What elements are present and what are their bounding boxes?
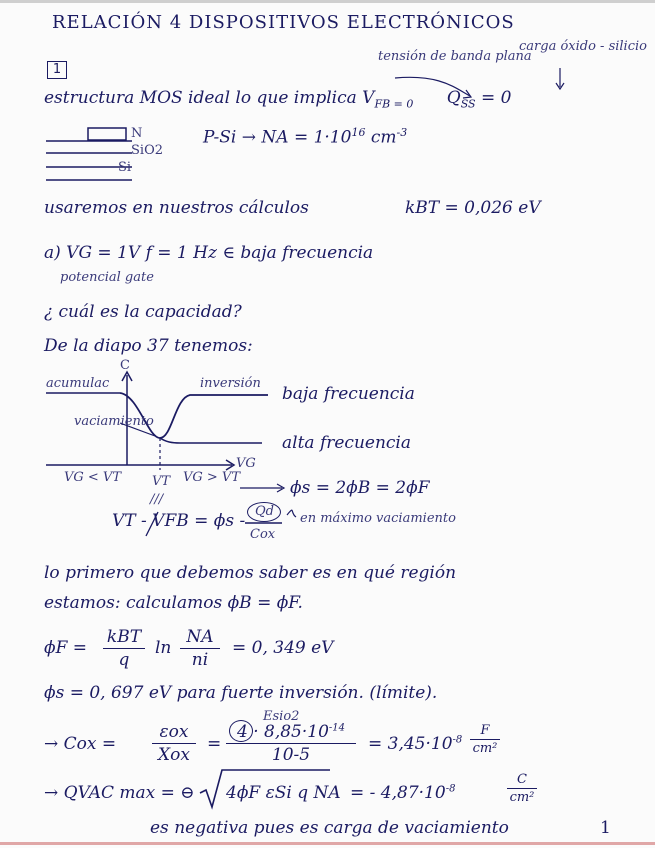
c-over-cm2: $\frac{C}{\text{cm²}}$: [507, 772, 537, 805]
graph-y-label: C: [120, 358, 130, 373]
kbt-over-q: kBT q: [103, 627, 145, 670]
phis-equation: ϕs = 2ϕB = 2ϕF: [290, 478, 430, 498]
graph-baja-frecuencia: baja frecuencia: [282, 384, 415, 404]
cox-equals: =: [207, 734, 222, 754]
qd-symbol: Qd: [255, 504, 274, 519]
line-estamos: estamos: calculamos ϕB = ϕF.: [44, 593, 303, 613]
note-carga-oxido: carga óxido - silicio: [519, 39, 647, 54]
phif-lhs: ϕF =: [44, 638, 88, 658]
layer-sio2: SiO2: [131, 143, 163, 158]
cox-symbol: Cox: [250, 527, 276, 542]
graph-inversion: inversión: [200, 376, 261, 391]
cox-numeric-fraction: $\frac{4 \cdot 8,85\cdot 10^{-14}}{10-5}$: [226, 722, 356, 765]
graph-triple-bar: ///: [150, 492, 164, 507]
page-title: RELACIÓN 4 DISPOSITIVOS ELECTRÓNICOS: [52, 12, 515, 33]
line-diapo: De la diapo 37 tenemos:: [44, 336, 253, 356]
qvac-result: = - $4,87\cdot 10^{-8}$: [350, 783, 456, 803]
page-number: 1: [600, 818, 611, 838]
f-over-cm2: $\frac{F}{\text{cm²}}$: [470, 723, 500, 756]
graph-x-label: VG: [236, 456, 256, 471]
eox-over-xox: εox Xox: [152, 722, 196, 765]
qvac-lhs: → QVAC max = ⊖: [44, 783, 195, 803]
note-tension-banda: tensión de banda plana: [378, 49, 532, 64]
graph-alta-frecuencia: alta frecuencia: [282, 433, 411, 453]
ln-label: ln: [155, 638, 172, 658]
vt-equation: VT - VFB = ϕs -: [112, 511, 246, 531]
graph-vaciamiento: vaciamiento: [74, 414, 154, 429]
line-kbt: kBT = 0,026 eV: [405, 198, 541, 218]
esio2-label: Esio2: [263, 709, 300, 724]
cox-result: = $3,45\cdot 10^{-8}$: [368, 734, 463, 754]
graph-vg-lt-vt: VG < VT: [64, 470, 121, 485]
line-primero: lo primero que debemos saber es en qué región: [44, 563, 457, 583]
line-potencial: potencial gate: [60, 270, 154, 285]
exercise-number-box: 1: [47, 61, 67, 79]
psi-na: P-Si → NA = $1\cdot 10^{16}$ $cm^{-3}$: [203, 126, 408, 148]
page-bottom-edge: [0, 842, 655, 845]
na-over-ni: $\frac{NA}{ni}$: [180, 627, 220, 670]
phis-value-line: ϕs = 0, 697 eV para fuerte inversión. (límite).: [44, 683, 438, 703]
graph-acumulacion: acumulac: [46, 376, 110, 391]
line-a: a) VG = 1V f = 1 Hz ∈ baja frecuencia: [44, 243, 374, 263]
graph-vg-gt-vt: VG > VT: [183, 470, 240, 485]
graph-vt: VT: [152, 474, 171, 489]
line-cual: ¿ cuál es la capacidad?: [44, 302, 242, 322]
line-estructura: estructura MOS ideal lo que implica $V_{FB = 0}$ $Q_{SS} = 0$: [44, 88, 512, 111]
qvac-radicand: 4ϕF εSi q NA: [226, 783, 341, 803]
cox-lhs: → Cox =: [44, 734, 117, 754]
layer-si: Si: [118, 160, 132, 175]
layer-n: N: [131, 126, 143, 141]
negative-note: es negativa pues es carga de vaciamiento: [150, 818, 509, 838]
line-usaremos: usaremos en nuestros cálculos: [44, 198, 309, 218]
max-vaciamiento-note: en máximo vaciamiento: [300, 511, 456, 526]
phif-value: = 0, 349 eV: [232, 638, 334, 658]
